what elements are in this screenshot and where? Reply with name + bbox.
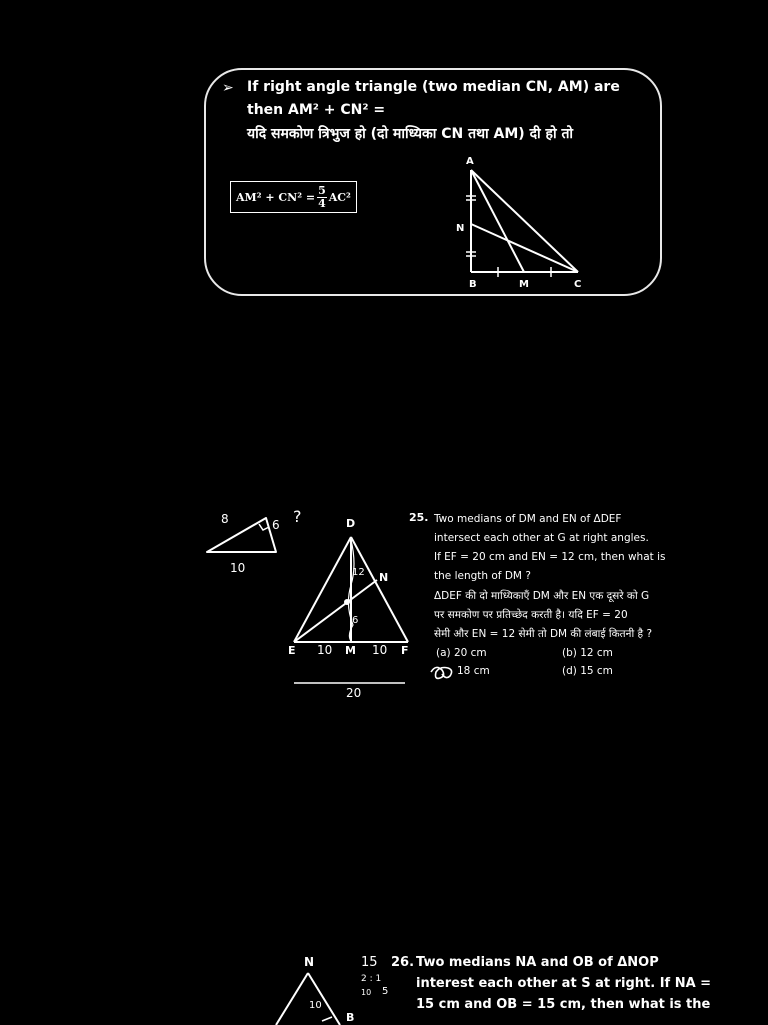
q26-side-10: 10: [309, 1000, 322, 1011]
centroid-g-point: [344, 599, 350, 605]
fig-label-m: M: [345, 644, 356, 657]
seg-label-6: 6: [352, 615, 359, 626]
q26-note-ratio: 2 : 1: [361, 974, 382, 984]
question-25-number: 25.: [409, 511, 429, 524]
triangle-def-figure: [285, 525, 415, 710]
seg-label-mf: 10: [372, 643, 388, 657]
q26-note-15: 15: [361, 955, 378, 970]
triangle-nop-figure: [270, 965, 350, 1025]
q26-line-3: 15 cm and OB = 15 cm, then what is the: [416, 997, 711, 1012]
q26-line-1: Two medians NA and OB of ΔNOP: [416, 955, 659, 970]
formula-lhs: AM² + CN² =: [236, 190, 316, 204]
card-heading: If right angle triangle (two median CN, AM) are: [247, 79, 620, 95]
bullet-arrow-icon: ➢: [222, 80, 234, 96]
q25-line-3: If EF = 20 cm and EN = 12 cm, then what is: [434, 551, 666, 563]
fig-label-e: E: [288, 644, 296, 657]
figure-label-c: C: [574, 279, 582, 290]
q26-fig-label-b: B: [346, 1011, 355, 1024]
formula-numerator: 5: [318, 183, 326, 197]
q26-line-2: interest each other at S at right. If NA =: [416, 976, 712, 991]
formula-fraction: [317, 185, 327, 210]
q25-option-a: (a) 20 cm: [436, 647, 487, 659]
formula-box: [230, 181, 357, 213]
fig-label-f: F: [401, 644, 409, 657]
fig-label-d: D: [346, 517, 356, 530]
card-subheading: then AM² + CN² =: [247, 102, 386, 118]
seg-label-em: 10: [317, 643, 333, 657]
q25-line-7: सेमी और EN = 12 सेमी तो DM की लंबाई कितनी है ?: [434, 628, 653, 640]
q26-note-10: 10: [361, 988, 372, 997]
q25-option-b: (b) 12 cm: [562, 647, 613, 659]
q25-line-5: ΔDEF की दो माध्यिकाएँ DM और EN एक दूसरे को G: [434, 590, 650, 602]
seg-label-12: 12: [352, 567, 365, 578]
figure-label-n: N: [456, 223, 465, 234]
figure-label-a: A: [466, 156, 474, 167]
q25-option-c: 18 cm: [457, 665, 490, 677]
formula-denominator: 4: [318, 196, 326, 210]
q25-line-2: intersect each other at G at right angles.: [434, 532, 649, 544]
figure-label-b: B: [469, 279, 477, 290]
q25-line-6: पर समकोण पर प्रतिच्छेद करती है। यदि EF = 20: [434, 609, 628, 621]
formula-rhs: AC²: [328, 190, 351, 204]
q25-line-4: the length of DM ?: [434, 570, 531, 582]
figure-label-m: M: [519, 279, 529, 290]
card-hindi-heading: यदि समकोण त्रिभुज हो (दो माध्यिका CN तथा AM) दी हो तो: [247, 126, 574, 142]
question-26-number: 26.: [391, 955, 415, 970]
q26-note-5: 5: [382, 986, 389, 997]
sketch-side-6: 6: [272, 518, 280, 532]
q25-option-d: (d) 15 cm: [562, 665, 613, 677]
scribbled-option-c-icon: [428, 662, 458, 682]
sketch-question-mark: ?: [293, 507, 302, 526]
q25-line-1: Two medians of DM and EN of ΔDEF: [434, 513, 622, 525]
sketch-side-8: 8: [221, 512, 229, 526]
q26-fig-label-n: N: [304, 955, 315, 969]
fig-label-n: N: [379, 571, 389, 584]
sketch-total-20: 20: [346, 686, 362, 700]
sketch-side-10: 10: [230, 561, 246, 575]
